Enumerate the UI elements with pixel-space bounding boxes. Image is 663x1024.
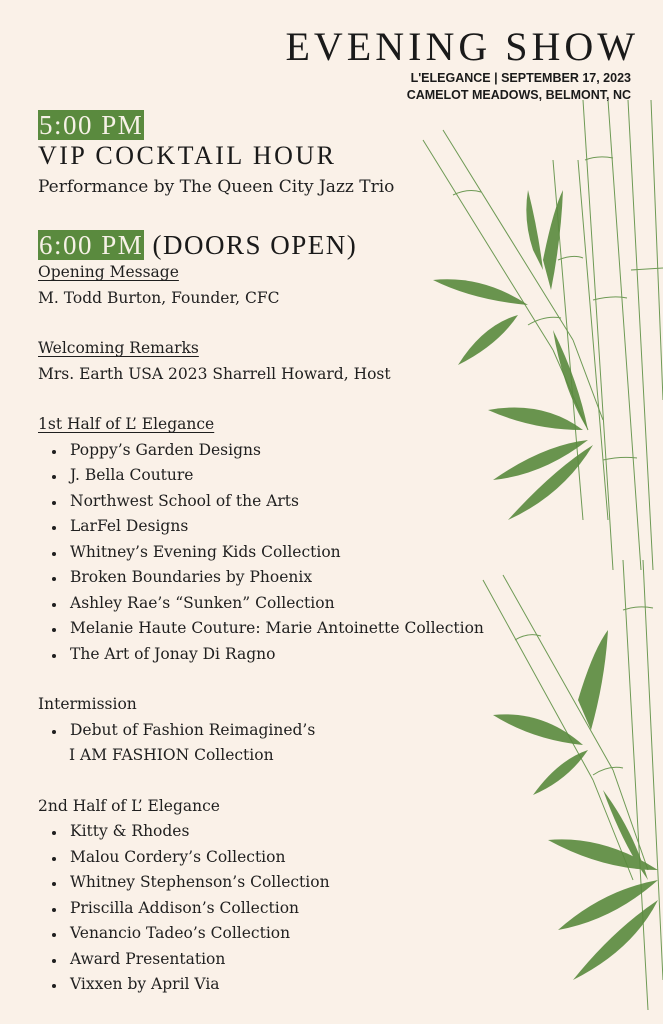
list-item: Ashley Rae’s “Sunken” Collection (51, 591, 598, 617)
intermission-list (38, 718, 598, 744)
cocktail-time-row (38, 110, 598, 140)
intermission-item-continuation: I AM FASHION Collection (69, 746, 274, 764)
list-item: Debut of Fashion Reimagined’s (51, 718, 598, 744)
opening-message-speaker: M. Todd Burton, Founder, CFC (38, 288, 280, 307)
list-item: LarFel Designs (51, 514, 598, 540)
page-title: EVENING SHOW (285, 24, 639, 69)
cocktail-performance: Performance by The Queen City Jazz Trio (38, 177, 395, 197)
list-item: Northwest School of the Arts (51, 489, 598, 515)
first-half-list (38, 438, 598, 668)
list-item: Vixxen by April Via (51, 972, 598, 998)
event-date-line: L'ELEGANCE | SEPTEMBER 17, 2023 (410, 71, 631, 85)
list-item: Venancio Tadeo’s Collection (51, 921, 598, 947)
header (285, 24, 639, 104)
list-item: Award Presentation (51, 947, 598, 973)
doors-time-row (38, 230, 598, 260)
list-item: Priscilla Addison’s Collection (51, 896, 598, 922)
doors-note: (DOORS OPEN) (152, 230, 358, 260)
list-item: Whitney’s Evening Kids Collection (51, 540, 598, 566)
list-item: Broken Boundaries by Phoenix (51, 565, 598, 591)
list-item: J. Bella Couture (51, 463, 598, 489)
intermission-heading: Intermission (38, 695, 137, 713)
second-half-list (38, 819, 598, 998)
list-item: Kitty & Rhodes (51, 819, 598, 845)
list-item: Melanie Haute Couture: Marie Antoinette Collection (51, 616, 598, 642)
list-item: Whitney Stephenson’s Collection (51, 870, 598, 896)
second-half-heading: 2nd Half of L’ Elegance (38, 796, 220, 815)
list-item: Malou Cordery’s Collection (51, 845, 598, 871)
first-half-heading: 1st Half of L’ Elegance (38, 415, 215, 433)
cocktail-title: VIP COCKTAIL HOUR (38, 141, 337, 170)
welcoming-remarks-heading: Welcoming Remarks (38, 339, 199, 357)
event-location-line: CAMELOT MEADOWS, BELMONT, NC (406, 88, 631, 102)
list-item: The Art of Jonay Di Ragno (51, 642, 598, 668)
opening-message-heading: Opening Message (38, 263, 179, 281)
doors-time: 6:00 PM (39, 230, 144, 260)
list-item: Poppy’s Garden Designs (51, 438, 598, 464)
cocktail-time: 5:00 PM (39, 110, 144, 140)
program-content (38, 110, 598, 998)
welcoming-remarks-speaker: Mrs. Earth USA 2023 Sharrell Howard, Host (38, 364, 391, 383)
